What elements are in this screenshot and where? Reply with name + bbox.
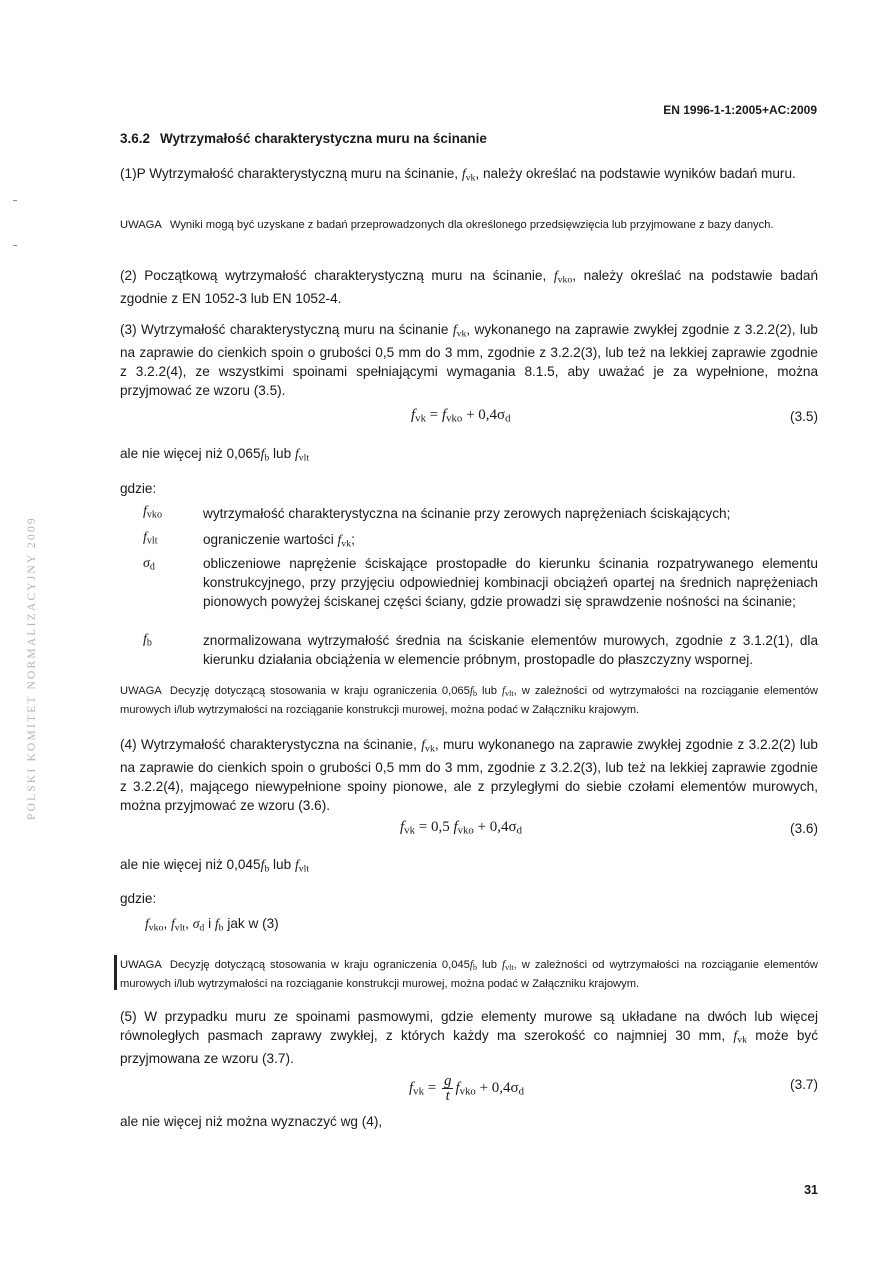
equation-3-5: $f_{vk} = f_{vko} + 0,4\sigma_d$	[411, 407, 511, 425]
def-symbol-fvko: $f_{vko}$	[143, 504, 163, 521]
fraction-g-over-t: $\frac{g}{t}$	[443, 1073, 452, 1104]
change-bar	[114, 955, 117, 990]
def-symbol-fb: $f_b$	[143, 632, 152, 649]
margin-mark	[13, 245, 17, 246]
note-3: UWAGA Decyzję dotyczącą stosowania w kraju ograniczenia $0,045f_b$ lub $f_{vlt}$, w zależności od wytrzymałości na rozciąganie elementów murowych i/lub wytrzymałości na rozciąganie konstrukcji murowej, można podać w Załączniku krajowym.	[120, 959, 818, 991]
note-2: UWAGA Decyzję dotyczącą stosowania w kraju ograniczenia $0,065f_b$ lub $f_{vlt}$, w zależności od wytrzymałości na rozciąganie elementów murowych i/lub wytrzymałości na rozciąganie konstrukcji murowej, można podać w Załączniku krajowym.	[120, 685, 818, 717]
limit-3-5: ale nie więcej niż $0,065f_b$ lub $f_{vlt}$	[120, 446, 310, 464]
paragraph-2: (2) Początkową wytrzymałość charakterystyczną muru na ścinanie, $f_{vko}$, należy określać na podstawie badań zgodnie z EN 1052-3 lub EN 1052-4.	[120, 268, 818, 307]
def-text-fb: znormalizowana wytrzymałość średnia na ściskanie elementów murowych, zgodnie z 3.1.2(1), dla kierunku działania obciążenia w elemencie próbnym, prostopadle do płaszczyzny wspornej.	[203, 633, 818, 667]
section-title: Wytrzymałość charakterystyczna muru na ścinanie	[160, 131, 487, 146]
paragraph-3: (3) Wytrzymałość charakterystyczną muru na ścinanie $f_{vk}$, wykonanego na zaprawie zwykłej zgodnie z 3.2.2(2), lub na zaprawie do cienkich spoin o grubości 0,5 mm do 3 mm, zgodnie z 3.2.2(3), lub też na lekkiej zaprawie zgodnie z 3.2.2(4), ze wszystkimi spoinami spełniającymi wymagania 8.1.5, aby uważać je za wypełnione, można przyjmować ze wzoru (3.5).	[120, 322, 818, 399]
paragraph-1: (1)P Wytrzymałość charakterystyczną muru na ścinanie, $f_{vk}$, należy określać na podstawie wyników badań muru.	[120, 166, 796, 184]
equation-3-7: $f_{vk}$ = $\frac{g}{t}$ $f_{vko} + 0,4\sigma_d$	[409, 1073, 525, 1104]
section-heading	[120, 131, 487, 146]
note-1: UWAGA Wyniki mogą być uzyskane z badań przeprowadzonych dla określonego przedsięwzięcia lub przyjmowane z bazy danych.	[120, 219, 774, 231]
equation-number-3-6: (3.6)	[790, 821, 818, 836]
def-text-fvko: wytrzymałość charakterystyczna na ścinanie przy zerowych naprężeniach ściskających;	[203, 506, 731, 521]
def-symbol-sigma-d: $\sigma_d$	[143, 556, 155, 573]
where-2-symbols: $f_{vko}$, $f_{vlt}$, $\sigma_d$ i $f_b$ jak w (3)	[145, 916, 279, 934]
standard-header: EN 1996-1-1:2005+AC:2009	[663, 103, 817, 117]
equation-number-3-5: (3.5)	[790, 409, 818, 424]
watermark-text: POLSKI KOMITET NORMALIZACYJNY 2009	[26, 516, 38, 820]
where-label-2: gdzie:	[120, 891, 157, 906]
page-number: 31	[804, 1183, 818, 1197]
limit-3-7: ale nie więcej niż można wyznaczyć wg (4),	[120, 1114, 383, 1129]
paragraph-5: (5) W przypadku muru ze spoinami pasmowymi, gdzie elementy murowe są układane na dwóch lub więcej równoległych pasmach zaprawy zwykłej, z których każdy ma szerokość co najmniej 30 mm, $f_{vk}$ może być przyjmowana ze wzoru (3.7).	[120, 1009, 818, 1067]
paragraph-4: (4) Wytrzymałość charakterystyczna na ścinanie, $f_{vk}$, muru wykonanego na zaprawie zwykłej zgodnie z 3.2.2(2) lub na zaprawie do cienkich spoin o grubości 0,5 mm do 3 mm, zgodnie z 3.2.2(3), lub też na lekkiej zaprawie zgodnie z 3.2.2(4), mającego niewypełnione spoiny pionowe, ale z przyległymi do siebie czołami elementów murowych, można przyjmować ze wzoru (3.6).	[120, 737, 818, 814]
where-label-1: gdzie:	[120, 481, 157, 496]
section-number: 3.6.2	[120, 131, 151, 146]
def-symbol-fvlt: $f_{vlt}$	[143, 530, 158, 547]
equation-3-6: $f_{vk} = 0,5$ $f_{vko} + 0,4\sigma_d$	[400, 819, 523, 837]
equation-number-3-7: (3.7)	[790, 1077, 818, 1092]
margin-mark	[13, 200, 17, 201]
limit-3-6: ale nie więcej niż $0,045f_b$ lub $f_{vlt}$	[120, 857, 310, 875]
def-text-fvlt: ograniczenie wartości $f_{vk}$;	[203, 532, 355, 550]
def-text-sigma-d: obliczeniowe naprężenie ściskające prostopadłe do kierunku ścinania rozpatrywanego elementu konstrukcyjnego, przy przyjęciu odpowiedniej kombinacji obciążeń opartej na średnich naprężeniach pionowych powyżej ściskanej części ściany, gdzie prowadzi się sprawdzenie nośności na ścinanie;	[203, 556, 818, 609]
watermark-anchor	[26, 516, 42, 830]
